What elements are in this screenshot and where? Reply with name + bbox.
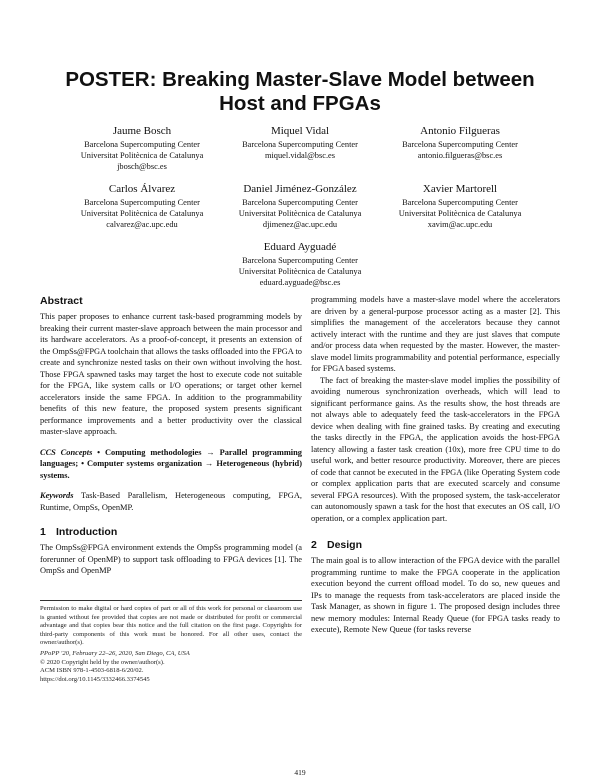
author-email[interactable]: xavim@ac.upc.edu bbox=[427, 220, 493, 229]
section-title: Introduction bbox=[56, 526, 118, 538]
body-paragraph: programming models have a master-slave model where the accelerators are driven by a general-purpose processor acting as a master [2]. This simplifies the management of the accelerators because they cannot actively interact with the runtime and they are just slaves that compute and/or process data when requested by the master. However, the master-slave model limits programmability and potential performance, especially for FPGA based systems. bbox=[311, 295, 560, 373]
left-column bbox=[40, 294, 302, 577]
section-number: 1 bbox=[40, 526, 46, 538]
author-name: Miquel Vidal bbox=[270, 125, 330, 137]
author-email[interactable]: calvarez@ac.upc.edu bbox=[106, 220, 178, 229]
ccs-text: • Computing methodologies → Parallel programming languages; • Computer systems organization → Heterogeneous (hybrid) systems. bbox=[40, 447, 302, 480]
keywords-label: Keywords bbox=[40, 491, 74, 500]
author-email[interactable]: eduard.ayguade@bsc.es bbox=[259, 278, 341, 287]
author-affiliation: Universitat Politècnica de Catalunya bbox=[238, 267, 362, 276]
author-name: Antonio Filgueras bbox=[420, 125, 500, 137]
section-title: Design bbox=[327, 539, 363, 551]
conference-info: PPoPP '20, February 22–26, 2020, San Diego, CA, USA bbox=[40, 649, 190, 657]
author-name: Jaume Bosch bbox=[112, 125, 172, 137]
section-heading bbox=[40, 525, 302, 539]
author-affiliation: Barcelona Supercomputing Center bbox=[242, 256, 358, 265]
author-email[interactable]: djimenez@ac.upc.edu bbox=[262, 220, 338, 229]
section-number: 2 bbox=[311, 539, 317, 551]
permission-text: Permission to make digital or hard copies of part or all of this work for personal or classroom use is granted without fee provided that copies are not made or distributed for profit or commercial advantage and that copies bear this notice and the full citation on the first page. Copyrights for third-party components of this work must be honored. For all other uses, contact the owner/author(s). bbox=[40, 605, 302, 647]
author-block bbox=[365, 124, 555, 161]
author-affiliation: Barcelona Supercomputing Center bbox=[402, 198, 518, 207]
author-name: Daniel Jiménez-González bbox=[243, 183, 357, 195]
isbn-line: ACM ISBN 978-1-4503-6818-6/20/02. bbox=[40, 667, 144, 675]
author-email[interactable]: miquel.vidal@bsc.es bbox=[264, 151, 336, 160]
body-paragraph: The fact of breaking the master-slave model implies the possibility of avoiding numerous synchronization overheads, which will lead to significant performance gains. As the results show, the host threads are not always able to adequately feed the task-accelerators in the FPGA device when dealing with fine grained tasks. By creating and executing the tasks directly in the FPGA, the application avoids the host-FPGA latency allowing a faster task creation (10x), more free CPU time to do useful work, and better resource productivity. Moreover, there are pieces of code that cannot be executed in the FPGA (like Operating System code or complex application parts that are executed scarcely and consume several FPGA resources). With the proposed system, the task-accelerator can autonomously spawn a task for the host that executes an OS call, I/O operation, or a complex application part. bbox=[311, 375, 560, 523]
author-name: Xavier Martorell bbox=[422, 183, 498, 195]
author-affiliation: Barcelona Supercomputing Center bbox=[242, 140, 358, 149]
ccs-label: CCS Concepts bbox=[40, 447, 93, 457]
author-block bbox=[365, 182, 555, 230]
publication-meta bbox=[40, 650, 302, 684]
author-affiliation: Universitat Politècnica de Catalunya bbox=[398, 209, 522, 218]
keywords bbox=[40, 490, 302, 513]
author-affiliation: Universitat Politècnica de Catalunya bbox=[80, 151, 204, 160]
ccs-concepts bbox=[40, 447, 302, 482]
permission-footnote bbox=[40, 600, 302, 684]
keywords-text: Task-Based Parallelism, Heterogeneous computing, FPGA, Runtime, OmpSs, OpenMP. bbox=[40, 491, 302, 512]
paper-title: POSTER: Breaking Master-Slave Model between Host and FPGAs bbox=[65, 68, 535, 115]
author-affiliation: Barcelona Supercomputing Center bbox=[402, 140, 518, 149]
intro-paragraph: The OmpSs@FPGA environment extends the OmpSs programming model (a forerunner of OpenMP) to support task offloading to FPGA devices [1]. The OmpSs and OpenMP bbox=[40, 543, 302, 575]
doi-link[interactable]: https://doi.org/10.1145/3332466.3374545 bbox=[40, 675, 150, 683]
author-affiliation: Universitat Politècnica de Catalunya bbox=[238, 209, 362, 218]
author-affiliation: Barcelona Supercomputing Center bbox=[242, 198, 358, 207]
author-email[interactable]: jbosch@bsc.es bbox=[117, 162, 167, 171]
right-column bbox=[311, 294, 560, 636]
footnote-rule bbox=[40, 600, 302, 601]
author-affiliation: Barcelona Supercomputing Center bbox=[84, 198, 200, 207]
author-affiliation: Universitat Politècnica de Catalunya bbox=[80, 209, 204, 218]
author-name: Eduard Ayguadé bbox=[263, 241, 337, 253]
page-number: 419 bbox=[294, 768, 306, 777]
copyright-line: © 2020 Copyright held by the owner/author(s). bbox=[40, 658, 165, 666]
abstract-text: This paper proposes to enhance current task-based programming models by breaking their current master-slave approach between the main processor and its hardware accelerators. As a proof-of-concept, it presents an extension of the OmpSs@FPGA toolchain that allows the tasks offloaded into the FPGA to create and synchronize nested tasks on their own without involving the host. Those FPGA spawned tasks may target the host to execute code not suitable for the FPGA, like system calls or I/O operations; or target other kernel accelerators inside the same FPGA. In addition to the programmability benefits of this new feature, the proposed system presents significant performance improvements and a better productivity over the classical master-slave approach. bbox=[40, 312, 302, 436]
author-affiliation: Barcelona Supercomputing Center bbox=[84, 140, 200, 149]
author-name: Carlos Álvarez bbox=[108, 183, 176, 195]
author-block bbox=[205, 240, 395, 288]
design-paragraph: The main goal is to allow interaction of the FPGA device with the parallel programming runtime to make the FPGA cooperate in the application execution beyond the current offload model. To do so, new queues and IPs to manage the requests from task-accelerators are placed inside the Task Manager, as shown in figure 1. The proposed design includes three new memory modules: Internal Ready Queue (for FPGA tasks ready to execute), Remote New Queue (for tasks reverse bbox=[311, 556, 560, 634]
section-heading bbox=[311, 538, 560, 552]
author-email[interactable]: antonio.filgueras@bsc.es bbox=[417, 151, 503, 160]
abstract-heading: Abstract bbox=[40, 295, 83, 307]
